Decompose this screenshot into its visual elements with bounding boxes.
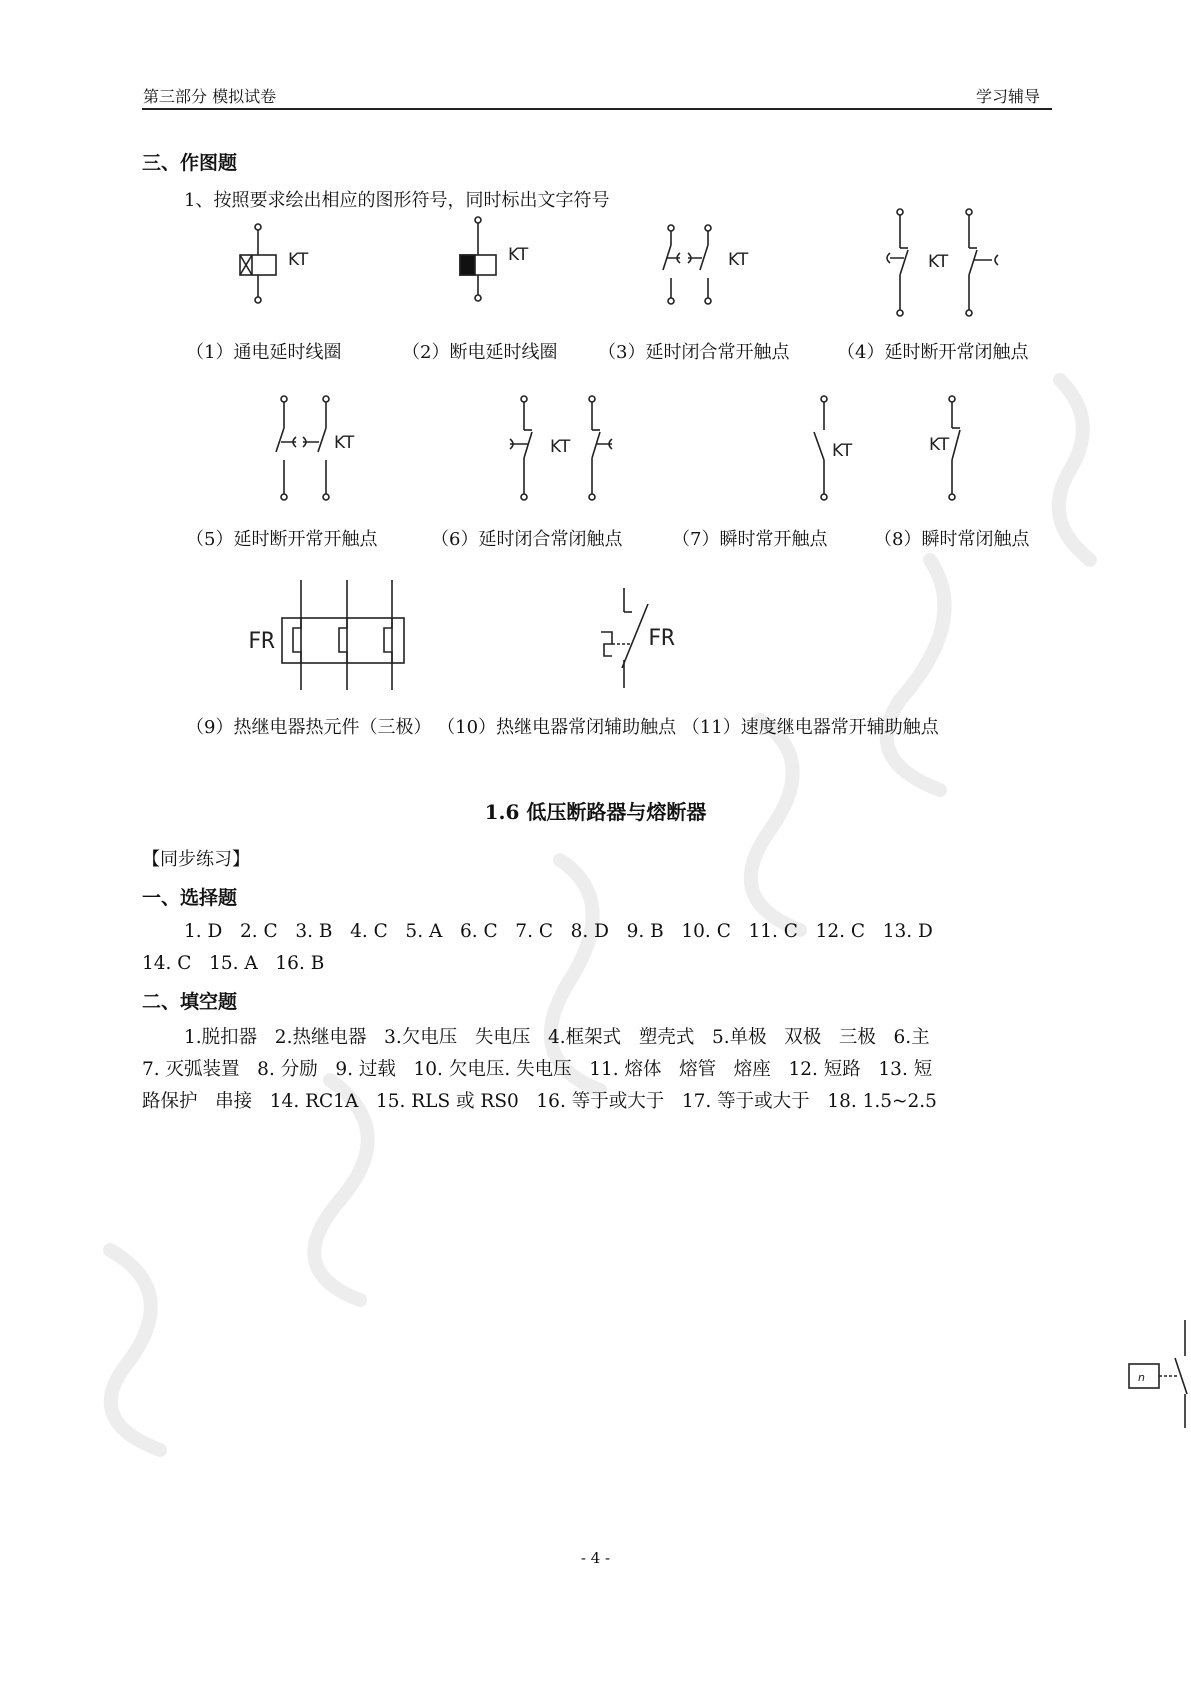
caption-8: （8）瞬时常闭触点 — [874, 529, 1030, 550]
caption-4: （4）延时断开常闭触点 — [837, 342, 1029, 363]
caption-5: （5）延时断开常开触点 — [186, 529, 378, 550]
fill-answers-line3: 路保护 串接 14. RC1A 15. RLS 或 RS0 16. 等于或大于 17. 等于或大于 18. 1.5~2.5 — [142, 1091, 937, 1112]
caption-3: （3）延时闭合常开触点 — [598, 342, 790, 363]
label-fr-10: FR — [648, 626, 675, 651]
section-title-1-6: 1.6 低压断路器与熔断器 — [484, 800, 707, 824]
mcq-title: 一、选择题 — [142, 887, 238, 909]
practice-heading: 【同步练习】 — [142, 849, 250, 870]
label-kt-1: KT — [288, 250, 309, 270]
label-kt-5: KT — [334, 433, 355, 453]
label-fr-9: FR — [248, 629, 275, 654]
caption-9-11: （9）热继电器热元件（三极） （10）热继电器常闭辅助触点 （11）速度继电器常开辅助触点 — [186, 717, 939, 738]
caption-2: （2）断电延时线圈 — [402, 342, 558, 363]
header-right: 学习辅导 — [976, 87, 1041, 106]
mcq-answers-line1: 1. D 2. C 3. B 4. C 5. A 6. C 7. C 8. D 9. B 10. C 11. C 12. C 13. D — [184, 921, 933, 942]
label-kt-6: KT — [550, 437, 571, 457]
page-number: - 4 - — [580, 1549, 611, 1567]
mcq-answers-line2: 14. C 15. A 16. B — [142, 953, 325, 974]
fill-answers-line1: 1.脱扣器 2.热继电器 3.欠电压 失电压 4.框架式 塑壳式 5.单极 双极 三极 6.主 — [184, 1027, 930, 1048]
stray-symbol-label: n — [1138, 1371, 1145, 1384]
label-kt-2: KT — [508, 245, 529, 265]
question-text: 1、按照要求绘出相应的图形符号，同时标出文字符号 — [184, 190, 610, 211]
caption-7: （7）瞬时常开触点 — [672, 529, 828, 550]
fill-title: 二、填空题 — [142, 991, 238, 1013]
fill-answers-line2: 7. 灭弧装置 8. 分励 9. 过载 10. 欠电压. 失电压 11. 熔体 熔管 熔座 12. 短路 13. 短 — [142, 1059, 933, 1080]
header-left: 第三部分 模拟试卷 — [143, 87, 277, 106]
label-kt-8: KT — [929, 435, 950, 455]
caption-1: （1）通电延时线圈 — [186, 342, 342, 363]
stray-symbol-fragment — [1115, 1320, 1191, 1430]
label-kt-3: KT — [728, 250, 749, 270]
caption-6: （6）延时闭合常闭触点 — [431, 529, 623, 550]
section-title-drawing: 三、作图题 — [142, 152, 238, 174]
label-kt-4: KT — [928, 252, 949, 272]
label-kt-7: KT — [832, 441, 853, 461]
